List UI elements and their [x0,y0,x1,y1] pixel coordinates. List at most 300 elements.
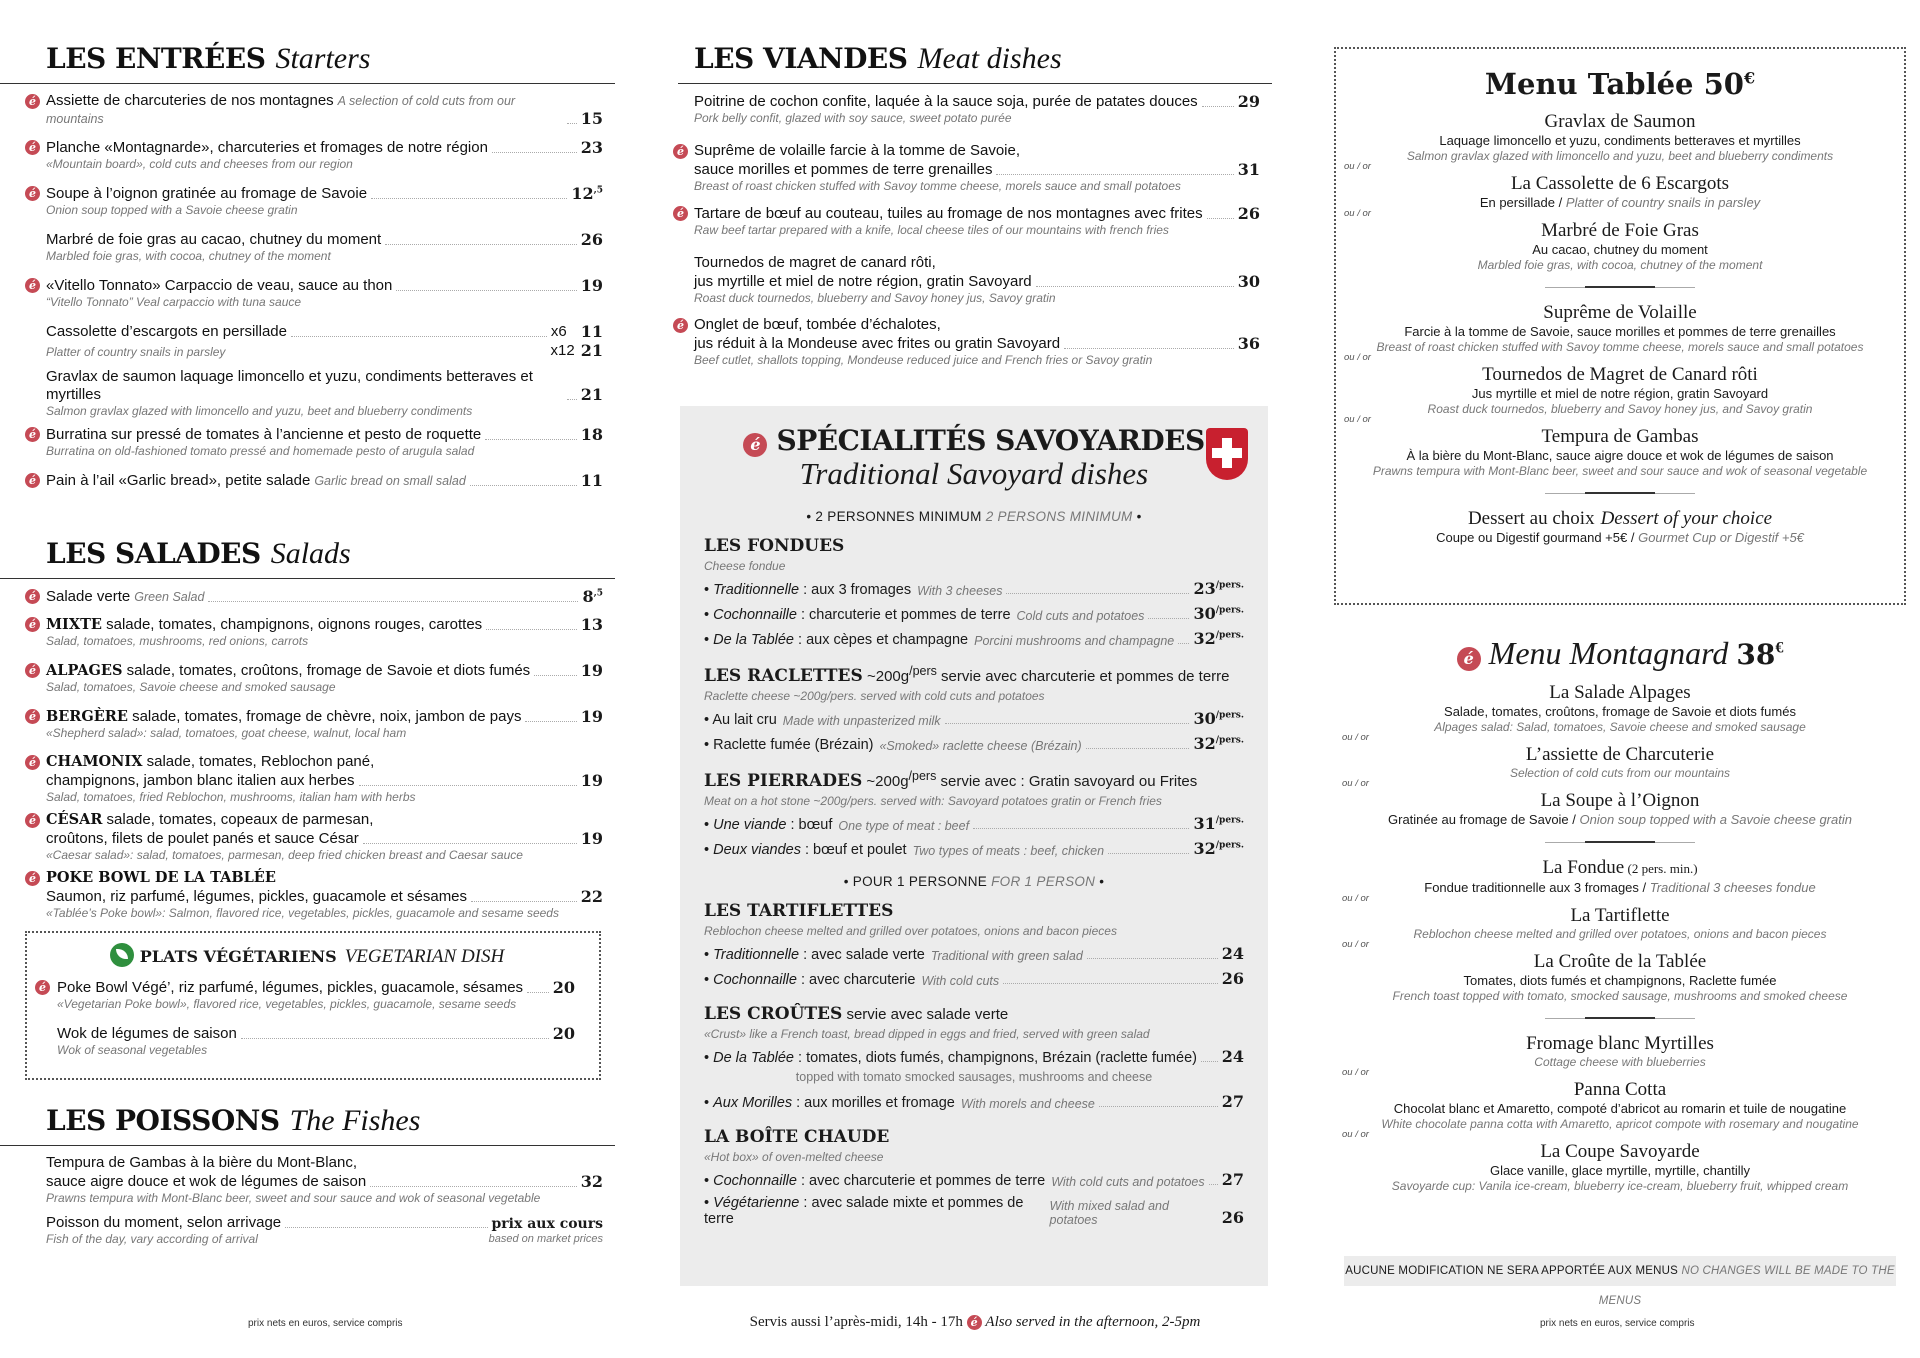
specialite-title: LES TARTIFLETTES [704,901,894,921]
menu-item-gambas: Tempura de Gambas à la bière du Mont-Blanc, sauce aigre douce et wok de légumes de saison 32 Prawns tempura with Mont-Blanc beer, sweet and sour sauce and wok of seasonal vegetable [46,1154,603,1205]
specialite-row [704,629,1244,648]
menu-course [1334,682,1906,735]
dot-leader [486,629,577,630]
item-translation: «Shepherd salad»: salad, tomatoes, goat cheese, walnut, local ham [46,726,407,740]
menu-item-escargots [0,322,615,362]
menu-item [0,138,615,178]
dot-leader [385,244,577,245]
menu-item [27,978,587,1018]
specialite-name: Deux viandes [713,842,801,858]
menu-course [1334,1067,1906,1132]
item-name: Pain à l’ail «Garlic bread», petite salade Garlic bread on small salad [46,472,466,489]
course-name: La Cassolette de 6 Escargots [1510,173,1730,194]
specialite-name: Une viande [713,817,787,833]
or-label: ou / or [1344,208,1371,219]
course-name: La Croûte de la Tablée [1533,951,1707,972]
dot-leader [1006,593,1189,594]
dot-leader [567,123,577,124]
divider [1585,286,1655,288]
item-line [694,160,1260,179]
item-name: croûtons, filets de poulet panés et sauce César [46,830,359,847]
course-translation: Traditional 3 cheeses fondue [1649,880,1816,895]
course-translation: Alpages salad: Salad, tomatoes, Savoie cheese and smoked sausage [1434,720,1806,734]
specialite-description: «Crust» like a French toast, bread dipped in eggs and fried, served with green salad [704,1027,1150,1041]
item-translation: Wok of seasonal vegetables [57,1043,208,1057]
specialite-label: • Deux viandes : bœuf et poulet [704,842,907,858]
specialite-subtitle: $\sim 200g^{/pers}$ servie avec charcuterie et pommes de terre [862,664,1230,685]
no-changes-notice: AUCUNE MODIFICATION NE SERA APPORTÉE AUX MENUS NO CHANGES WILL BE MADE TO THE MENUS [1344,1256,1896,1286]
specialite-name: Cochonnaille [713,972,797,988]
specialite-group [704,1127,1244,1227]
item-name: ALPAGES salade, tomates, croûtons, fromage de Savoie et diots fumés [46,662,531,679]
item-line [694,316,1260,334]
specialite-label: • Cochonnaille : avec charcuterie [704,972,916,988]
price: 30 [1237,272,1260,291]
specialite-name: Cochonnaille [713,1173,797,1189]
e-letter-badge-icon: é [967,1315,982,1330]
menu-course [1334,778,1906,828]
specialite-translation: With cold cuts and potatoes [1051,1175,1205,1189]
specialite-translation: With mixed salad and potatoes [1049,1199,1169,1227]
price: 19 [580,771,603,790]
price: 19 [580,707,603,726]
dot-leader [567,399,577,400]
price: 29 [1237,92,1260,111]
menu-course [1334,1129,1906,1194]
course-name: Tournedos de Magret de Canard rôti [1482,364,1758,385]
price: 26 [1221,1208,1244,1227]
price: 27 [1221,1170,1244,1189]
menu-course [1336,161,1904,211]
specialite-row [704,1195,1244,1227]
item-translation: Salad, tomatoes, fried Reblochon, mushrooms, italian ham with herbs [46,790,416,804]
course-description: Tomates, diots fumés et champignons, Raclette fumée [1463,973,1777,988]
course-description: Au cacao, chutney du moment [1532,242,1708,257]
course-name: Fromage blanc Myrtilles [1526,1033,1714,1054]
course-name: Marbré de Foie Gras [1541,220,1699,241]
menu-item [0,184,615,224]
item-name: Wok de légumes de saison [57,1025,237,1042]
poissons-title: LES POISSONS The Fishes [0,1096,615,1146]
dot-leader [1064,348,1234,349]
dot-leader [492,152,577,153]
specialite-description: Meat on a hot stone ~200g/pers. served with: Savoyard potatoes gratin or French fries [704,794,1162,808]
specialite-row [704,709,1244,728]
item-title: CHAMONIX [46,753,143,770]
specialite-translation: Traditional with green salad [930,949,1083,963]
price: 15 [580,109,603,128]
specialite-translation: With morels and cheese [960,1097,1095,1111]
specialite-group [704,901,1244,988]
e-letter-badge-icon: é [25,709,40,724]
dot-leader [1202,106,1234,107]
specialite-row [704,839,1244,858]
dot-leader [359,785,577,786]
course-description: À la bière du Mont-Blanc, sauce aigre douce et wok de légumes de saison [1406,448,1834,463]
menu-item [678,92,1272,132]
e-letter-badge-icon: é [25,140,40,155]
specialite-name: Cochonnaille [713,607,797,623]
or-label: ou / or [1342,1067,1369,1078]
footer-middle: Servis aussi l’après-midi, 14h - 17h é Also served in the afternoon, 2-5pm [749,1314,1201,1330]
price-suffix: /pers. [1215,815,1244,826]
item-name: Onglet de bœuf, tombée d’échalotes, [694,316,941,333]
course-description: Fondue traditionnelle aux 3 fromages / Traditional 3 cheeses fondue [1424,880,1816,895]
menu-course [1336,111,1904,164]
menu-montagnard-title: é Menu Montagnard 38€ [1334,635,1906,672]
e-letter-badge-icon: é [673,318,688,333]
item-line [46,322,603,341]
specialite-translation: One type of meat : beef [838,819,970,833]
item-line [694,92,1260,111]
price: 22 [580,887,603,906]
course-name: La Soupe à l’Oignon [1540,790,1700,811]
item-line [46,829,603,848]
e-letter-badge-icon: é [25,663,40,678]
price: 13 [580,615,603,634]
menu-item [0,869,615,921]
specialite-label: • Traditionnelle : avec salade verte [704,947,925,963]
course-translation: Marbled foie gras, with cocoa, chutney of the moment [1477,258,1763,272]
price: 18 [580,425,603,444]
menu-item [0,811,615,863]
salades-list [0,587,615,921]
dot-leader [363,843,577,844]
price: 21 [580,341,603,360]
menu-course [1334,1033,1906,1070]
specialite-label: • Cochonnaille : charcuterie et pommes de terre [704,607,1011,623]
item-name: Tournedos de magret de canard rôti, [694,254,936,271]
price: 36 [1237,334,1260,353]
course-translation: French toast topped with tomato, smocked sausage, mushrooms and smoked cheese [1392,989,1848,1003]
specialite-title: LES RACLETTES $\sim 200g^{/pers}$ servie avec charcuterie et pommes de terre [704,664,1230,686]
specialite-row [704,604,1244,623]
item-line [46,184,603,203]
menu-item [0,92,615,132]
price: $8^{,5}$ [582,587,603,606]
price: $32^{/pers.}$ [1193,839,1244,858]
item-translation: «Mountain board», cold cuts and cheeses from our region [46,157,353,171]
item-name: Tartare de bœuf au couteau, tuiles au fromage de nos montagnes avec frites [694,205,1203,222]
specialite-group [704,1004,1244,1111]
item-translation: Roast duck tournedos, blueberry and Savoy honey jus, Savoy gratin [694,291,1056,305]
e-letter-badge-icon: é [25,427,40,442]
menu-course [1334,857,1906,896]
dot-leader [996,174,1233,175]
specialite-row [704,579,1244,598]
specialite-translation: With 3 cheeses [917,584,1003,598]
item-line [46,811,603,829]
entrees-title: LES ENTRÉES Starters [0,34,615,84]
item-name [46,869,276,887]
or-label: ou / or [1342,778,1369,789]
dot-leader [1087,958,1218,959]
course-name: Gravlax de Saumon [1544,111,1696,132]
menu-course [1336,208,1904,273]
e-letter-badge-icon: é [25,94,40,109]
price: 11 [580,471,603,490]
course-translation: Roast duck tournedos, blueberry and Savoy honey jus, and Savoy gratin [1427,402,1813,416]
item-translation: Breast of roast chicken stuffed with Savoy tomme cheese, morels sauce and small potatoes [694,179,1181,193]
menu-item-poisson: Poisson du moment, selon arrivage prix aux cours Fish of the day, vary according of arrival based on market prices [46,1214,603,1246]
price-suffix: /pers. [1215,840,1244,851]
item-name: Marbré de foie gras au cacao, chutney du moment [46,231,382,248]
specialite-name: Traditionnelle [713,582,800,598]
specialite-name: Traditionnelle [713,947,800,963]
item-title: CÉSAR [46,811,103,828]
menu-item [678,316,1272,368]
specialite-label: • De la Tablée : aux cèpes et champagne [704,632,969,648]
item-translation: «Tablée’s Poke bowl»: Salmon, flavored rice, vegetables, pickles, guacamole and sesame seeds [46,906,559,920]
item-line [46,587,603,606]
vegetarian-title: PLATS VÉGÉTARIENS VEGETARIAN DISH [27,943,587,968]
menu-item [0,230,615,270]
or-label: ou / or [1342,893,1369,904]
specialite-translation: «Smoked» raclette cheese (Brézain) [879,739,1082,753]
dot-leader [1178,643,1189,644]
item-line [46,753,603,771]
or-label: ou / or [1342,939,1369,950]
menu-course [1336,352,1904,417]
price: $30^{/pers.}$ [1193,709,1244,728]
min-1-person: • POUR 1 PERSONNE FOR 1 PERSON • [843,874,1105,889]
dot-leader [1086,748,1190,749]
item-line [46,707,603,726]
item-name: Poitrine de cochon confite, laquée à la sauce soja, purée de patates douces [694,93,1198,110]
item-name: BERGÈRE salade, tomates, fromage de chèvre, noix, jambon de pays [46,708,522,725]
item-line [46,869,603,887]
price: 23 [580,138,603,157]
e-letter-badge-icon: é [743,433,767,457]
menu-item [0,661,615,701]
price: $32^{/pers.}$ [1193,629,1244,648]
item-name: Suprême de volaille farcie à la tomme de Savoie, [694,142,1021,159]
course-translation: Cottage cheese with blueberries [1534,1055,1706,1069]
item-line [57,1024,575,1043]
menu-tablee-title: Menu Tablée 50€ [1484,67,1756,101]
price: 21 [580,385,603,404]
item-translation: Garlic bread on small salad [314,474,466,488]
divider [1585,492,1655,494]
dot-leader [291,336,547,337]
specialite-name: Aux Morilles [713,1095,793,1111]
specialite-description: Reblochon cheese melted and grilled over potatoes, onions and bacon pieces [704,924,1117,938]
menu-item [27,1024,587,1064]
course-name: La Fondue (2 pers. min.) [1542,857,1698,878]
item-name: Gravlax de saumon laquage limoncello et yuzu, condiments betteraves et myrtilles [46,368,533,403]
e-letter-badge-icon: é [25,589,40,604]
specialite-title: LES CROÛTES servie avec salade verte [704,1004,1009,1024]
item-name: Salade verte Green Salad [46,588,205,605]
dot-leader [485,439,576,440]
menu-montagnard [1334,635,1906,1203]
dot-leader [1207,218,1234,219]
course-note: (2 pers. min.) [1624,861,1698,876]
item-translation: Pork belly confit, glazed with soy sauce, sweet potato purée [694,111,1012,125]
item-translation: Burratina on old-fashioned tomato pressé and homemade pesto of arugula salad [46,444,475,458]
dot-leader [471,901,577,902]
course-translation: Selection of cold cuts from our mountains [1509,766,1731,780]
specialite-row [704,1170,1244,1189]
item-line [46,341,603,360]
price: 24 [1221,944,1244,963]
item-line [46,661,603,680]
price: 11 [580,322,603,341]
course-description: Laquage limoncello et yuzu, condiments betteraves et myrtilles [1439,133,1801,148]
dot-leader [945,723,1190,724]
specialite-name: Végétarienne [713,1195,800,1211]
course-name: Suprême de Volaille [1543,302,1697,323]
price: 26 [1221,969,1244,988]
course-translation: Prawns tempura with Mont-Blanc beer, sweet and sour sauce and wok of seasonal vegetable [1372,464,1868,478]
specialite-row [704,1092,1244,1111]
specialite-group [704,536,1244,648]
quantity: x12 [550,342,575,359]
dot-leader [1108,853,1189,854]
e-letter-badge-icon: é [25,473,40,488]
menu-course [1334,893,1906,942]
specialite-subtitle: servie avec salade verte [842,1006,1009,1023]
item-line [46,368,603,404]
specialite-label: • Végétarienne : avec salade mixte et pommes de terre [704,1195,1024,1227]
item-line [46,887,603,906]
price: 24 [1221,1047,1244,1066]
item-line [46,771,603,790]
course-name: Panna Cotta [1573,1079,1667,1100]
course-translation: Breast of roast chicken stuffed with Savoy tomme cheese, morels sauce and small potatoes [1376,340,1864,354]
specialite-row [704,814,1244,833]
price: 19 [580,661,603,680]
specialite-subtitle: $\sim 200g^{/pers}$ servie avec : Gratin savoyard ou Frites [862,769,1198,790]
dot-leader [396,290,576,291]
course-description: Jus myrtille et miel de notre région, gratin Savoyard [1471,386,1769,401]
course-description: Glace vanille, glace myrtille, myrtille, chantilly [1489,1163,1751,1178]
specialite-description: Raclette cheese ~200g/pers. served with cold cuts and potatoes [704,689,1045,703]
dot-leader [527,992,549,993]
column-middle [678,0,1272,378]
item-line [46,425,603,444]
item-translation: A selection of cold cuts from our mountains [46,94,516,126]
item-line [694,272,1260,291]
item-name: CÉSAR salade, tomates, copeaux de parmesan, [46,811,374,828]
specialites-box [680,406,1268,1286]
quantity: x6 [550,323,567,340]
specialite-group [704,664,1244,753]
price: 26 [580,230,603,249]
dot-leader [534,675,577,676]
menu-tablee-box [1334,47,1906,605]
course-translation: White chocolate panna cotta with Amaretto, apricot compote with rosemary and nougatine [1381,1117,1859,1131]
savoie-flag-icon [1206,428,1248,480]
specialite-description: Cheese fondue [704,559,786,573]
divider [1585,841,1655,843]
item-title: BERGÈRE [46,708,128,725]
dot-leader [241,1038,549,1039]
price: 26 [1237,204,1260,223]
price: $12^{,5}$ [571,184,603,203]
specialite-row [704,734,1244,753]
specialite-title: LES FONDUES [704,536,845,556]
item-name: jus réduit à la Mondeuse avec frites ou gratin Savoyard [694,335,1061,352]
dot-leader [1148,618,1189,619]
e-letter-badge-icon: é [673,206,688,221]
specialite-label: • Traditionnelle : aux 3 fromages [704,582,912,598]
item-line [46,276,603,295]
specialite-translation: With cold cuts [921,974,1000,988]
item-name: champignons, jambon blanc italien aux herbes [46,772,355,789]
menu-course [1334,732,1906,781]
divider [1585,1017,1655,1019]
item-line [46,92,603,128]
item-name: Poke Bowl Végé’, riz parfumé, légumes, pickles, guacamole, sésames [57,979,524,996]
item-translation: «Vegetarian Poke bowl», flavored rice, vegetables, pickles, guacamole, sesame seeds [57,997,517,1011]
item-name: Saumon, riz parfumé, légumes, pickles, guacamole et sésames [46,888,468,905]
price-suffix: /pers. [1215,605,1244,616]
course-description: Gratinée au fromage de Savoie / Onion soup topped with a Savoie cheese gratin [1388,812,1852,827]
viandes-list [678,92,1272,368]
item-name: Burratina sur pressé de tomates à l’ancienne et pesto de roquette [46,426,482,443]
entrees-list [0,92,615,511]
menu-course [1334,939,1906,1004]
item-line [694,334,1260,353]
dot-leader [1209,1184,1218,1185]
menu-course [1336,302,1904,355]
vegetarian-box [25,931,601,1080]
specialite-name: De la Tablée [713,632,794,648]
or-label: ou / or [1342,732,1369,743]
menu-item [0,615,615,655]
or-label: ou / or [1344,414,1371,425]
e-letter-badge-icon: é [25,617,40,632]
menu-item [678,204,1272,244]
item-name: jus myrtille et miel de notre région, gratin Savoyard [694,273,1032,290]
or-label: ou / or [1344,352,1371,363]
specialite-name: De la Tablée [713,1050,794,1066]
menu-item [0,368,615,419]
menu-course [1336,414,1904,479]
specialite-label: • Cochonnaille : avec charcuterie et pommes de terre [704,1173,1046,1189]
item-name: Cassolette d’escargots en persillade [46,323,287,340]
item-name: MIXTE salade, tomates, champignons, oignons rouges, carottes [46,616,483,633]
price: $32^{/pers.}$ [1193,734,1244,753]
price: 19 [580,276,603,295]
price: $31^{/pers.}$ [1193,814,1244,833]
menu-item [0,587,615,609]
menu-item [0,707,615,747]
course-translation: Reblochon cheese melted and grilled over potatoes, onions and bacon pieces [1413,927,1827,941]
dot-leader [1201,1061,1218,1062]
menu-item [678,142,1272,194]
course-description: En persillade / Platter of country snails in parsley [1479,195,1761,210]
item-name: sauce morilles et pommes de terre grenailles [694,161,993,178]
item-line [57,978,575,997]
price-suffix: /pers. [1215,580,1244,591]
specialite-title: LES PIERRADES $\sim 200g^{/pers}$ servie avec : Gratin savoyard ou Frites [704,769,1198,791]
item-title: MIXTE [46,616,102,633]
specialite-label: • Au lait cru [704,712,777,728]
specialite-label: • Une viande : bœuf [704,817,833,833]
price-suffix: /pers. [1215,735,1244,746]
dessert-choice: Dessert au choix Dessert of your choice Coupe ou Digestif gourmand +5€ / Gourmet Cup or Digestif +5€ [1436,508,1804,545]
specialite-row [704,944,1244,963]
item-line [694,204,1260,223]
item-name: CHAMONIX salade, tomates, Reblochon pané, [46,753,375,770]
vegetarian-list [27,978,587,1064]
course-translation: Salmon gravlax glazed with limoncello and yuzu, beet and blueberry condiments [1406,149,1834,163]
item-name: «Vitello Tonnato» Carpaccio de veau, sauce au thon [46,277,393,294]
e-letter-badge-icon: é [25,278,40,293]
price: 20 [552,978,575,997]
